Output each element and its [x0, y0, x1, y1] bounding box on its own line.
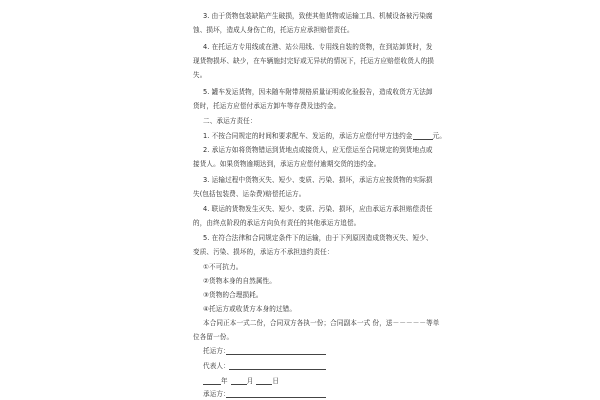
carrier-clause-3-line-1: 3. 运输过程中货物灭失、短少、变质、污染、损坏，承运方应按货物的实际损 — [203, 176, 433, 184]
clause-4-line-3: 失。 — [193, 71, 207, 79]
carrier-clause-5-line-2: 变质、污染、损坏的，承运方不承担违约责任： — [193, 248, 334, 256]
copies-clause-line-2: 位各留一份。 — [193, 333, 234, 341]
date-row — [203, 377, 279, 385]
clause-5-line-2: 货时，托运方应偿付承运方卸车等存费及违约金。 — [193, 102, 341, 110]
carrier-clause-4-line-2: 的，由终点阶段的承运方向负有责任的其他承运方追偿。 — [193, 219, 361, 227]
exemption-force-majeure: ①不可抗力。 — [203, 263, 243, 271]
exemption-reasonable-loss: ③货物的合理损耗。 — [203, 291, 263, 299]
carrier-clause-4-line-1: 4. 联运的货物发生灭失、短少、变质、污染、损坏，应由承运方承担赔偿责任 — [203, 205, 433, 213]
section-heading-carrier: 二、承运方责任： — [203, 117, 257, 125]
representative-signature-line[interactable] — [229, 369, 326, 370]
shipper-label: 托运方： — [203, 347, 230, 355]
date-year-blank[interactable] — [203, 377, 221, 385]
clause-5-line-1: 5. 罐车发运货物，因未随车附带规格质量证明或化验报告，造成收货方无法卸 — [203, 88, 433, 96]
exemption-party-fault: ④托运方或收货方本身的过错。 — [203, 305, 297, 313]
date-day-label: 日 — [272, 377, 280, 385]
clause-4-line-2: 现货物损坏、缺少，在车辆施封完好或无异状的情况下，托运方应赔偿收货人的损 — [193, 57, 434, 65]
carrier-signature-line[interactable] — [226, 397, 326, 398]
carrier-clause-1-text: 1. 不按合同规定的时间和要求配车、发运的，承运方应偿付甲方违约金 — [203, 132, 413, 140]
exemption-natural-property: ②货物本身的自然属性。 — [203, 277, 276, 285]
carrier-clause-3-line-2: 失(包括包装费、运杂费)赔偿托运方。 — [193, 190, 306, 198]
carrier-label: 承运方： — [203, 390, 230, 398]
representative-label: 代表人： — [203, 362, 230, 370]
shipper-signature-line[interactable] — [226, 354, 326, 355]
carrier-clause-2-line-2: 接货人。如果货物逾期达到，承运方应偿付逾期交货的违约金。 — [193, 160, 381, 168]
carrier-clause-2-line-1: 2. 承运方如将货物错运到货地点或接货人，应无偿运至合同规定的到货地点或 — [203, 146, 433, 154]
carrier-clause-1 — [203, 132, 446, 140]
carrier-clause-5-line-1: 5. 在符合法律和合同规定条件下的运输，由于下列原因造成货物灭失、短少、 — [203, 234, 433, 242]
clause-4-line-1: 4. 在托运方专用线或在港、站公用线、专用线自装的货物，在到站卸货时，发 — [203, 43, 433, 51]
date-month-blank[interactable] — [231, 377, 247, 385]
date-day-blank[interactable] — [256, 377, 272, 385]
penalty-unit: 元。 — [432, 132, 446, 140]
copies-clause-line-1: 本合同正本一式二份，合同双方各执一份；合同副本一式 份，送－－－－－等单 — [203, 319, 440, 327]
clause-3-line-2: 蚀、损坏，造成人身伤亡的，托运方应承担赔偿责任。 — [193, 26, 354, 34]
date-year-label: 年 — [221, 377, 228, 385]
penalty-amount-blank — [413, 132, 433, 140]
clause-3-line-1: 3. 由于货物包装缺陷产生破损，致使其他货物或运输工具、机械设备被污染腐 — [203, 12, 433, 20]
date-month-label: 月 — [246, 377, 254, 385]
